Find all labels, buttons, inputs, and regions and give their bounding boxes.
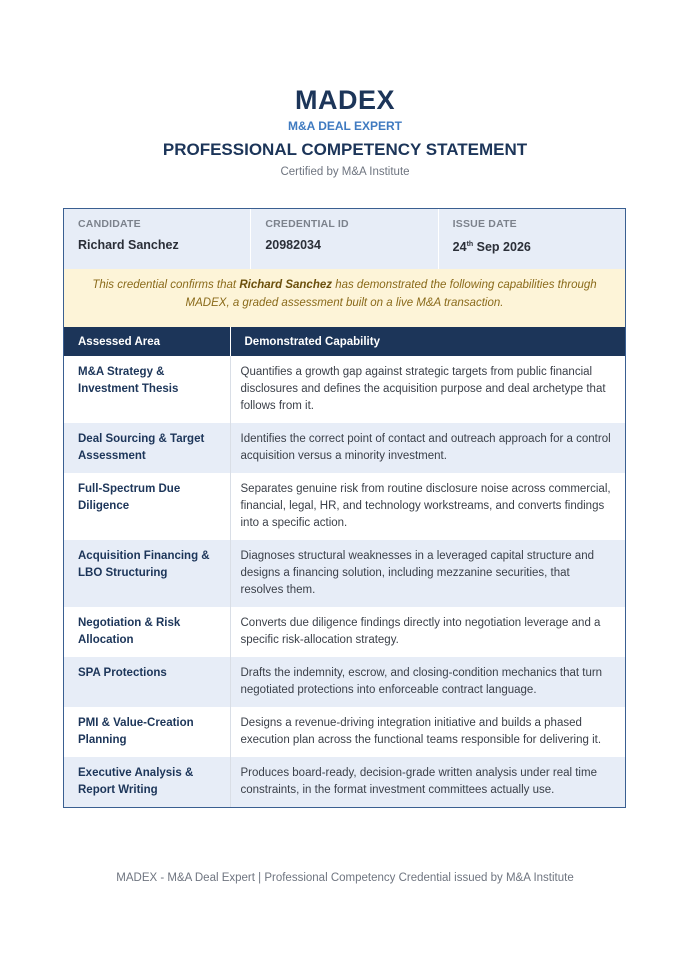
document-header	[0, 0, 690, 179]
table-row	[64, 423, 625, 473]
demonstrated-capability: Quantifies a growth gap against strategic targets from public financial disclosures and defines the acquisition purpose and deal archetype that follows from it.	[230, 356, 625, 423]
assessed-area: SPA Protections	[64, 657, 230, 707]
notice-text-after: has demonstrated the following capabilities through MADEX, a graded assessment built on a live M&A transaction.	[185, 279, 597, 309]
credential-card	[63, 208, 626, 808]
issue-date-value	[453, 237, 611, 255]
table-row	[64, 540, 625, 607]
table-row	[64, 607, 625, 657]
assessed-area: Negotiation & Risk Allocation	[64, 607, 230, 657]
issue-month-year: Sep 2026	[473, 240, 531, 255]
candidate-cell	[64, 209, 251, 269]
demonstrated-capability: Converts due diligence findings directly into negotiation leverage and a specific risk-allocation strategy.	[230, 607, 625, 657]
assessed-area: Full-Spectrum Due Diligence	[64, 473, 230, 540]
issue-day-suffix: th	[466, 241, 474, 248]
table-row	[64, 657, 625, 707]
brand-title: MADEX	[294, 85, 395, 115]
competency-table	[64, 327, 625, 807]
credential-id-label: CREDENTIAL ID	[265, 218, 349, 230]
table-row	[64, 356, 625, 423]
credential-notice	[64, 269, 625, 327]
table-row	[64, 473, 625, 540]
header-assessed-area: Assessed Area	[64, 327, 230, 356]
demonstrated-capability: Identifies the correct point of contact and outreach approach for a control acquisition versus a minority investment.	[230, 423, 625, 473]
certified-by: Certified by M&A Institute	[280, 166, 410, 178]
brand-subtitle: M&A DEAL EXPERT	[287, 119, 402, 133]
demonstrated-capability: Designs a revenue-driving integration initiative and builds a phased execution plan across the functional teams responsible for delivering it.	[230, 707, 625, 757]
credential-meta	[64, 209, 625, 269]
table-row	[64, 707, 625, 757]
assessed-area: M&A Strategy & Investment Thesis	[64, 356, 230, 423]
credential-id-cell	[251, 209, 438, 269]
table-row	[64, 757, 625, 807]
candidate-label: CANDIDATE	[78, 218, 141, 230]
credential-id-value: 20982034	[265, 238, 321, 252]
table-header-row	[64, 327, 625, 356]
assessed-area: PMI & Value-Creation Planning	[64, 707, 230, 757]
notice-candidate-name: Richard Sanchez	[239, 279, 332, 291]
demonstrated-capability: Diagnoses structural weaknesses in a leveraged capital structure and designs a financing solution, including mezzanine securities, that resolves them.	[230, 540, 625, 607]
issue-day: 24	[452, 240, 467, 255]
demonstrated-capability: Drafts the indemnity, escrow, and closing-condition mechanics that turn negotiated protections into enforceable contract language.	[230, 657, 625, 707]
header-demonstrated-capability: Demonstrated Capability	[230, 327, 625, 356]
demonstrated-capability: Separates genuine risk from routine disclosure noise across commercial, financial, legal, HR, and technology workstreams, and converts findings into a specific action.	[230, 473, 625, 540]
candidate-value: Richard Sanchez	[78, 238, 179, 252]
issue-date-label: ISSUE DATE	[452, 218, 517, 230]
assessed-area: Acquisition Financing & LBO Structuring	[64, 540, 230, 607]
assessed-area: Executive Analysis & Report Writing	[64, 757, 230, 807]
document-title: PROFESSIONAL COMPETENCY STATEMENT	[162, 140, 528, 159]
assessed-area: Deal Sourcing & Target Assessment	[64, 423, 230, 473]
issue-date-cell	[439, 209, 625, 269]
document-footer: MADEX - M&A Deal Expert | Professional Competency Credential issued by M&A Institute	[116, 872, 574, 884]
notice-text-before: This credential confirms that	[92, 279, 240, 291]
demonstrated-capability: Produces board-ready, decision-grade written analysis under real time constraints, in the format investment committees actually use.	[230, 757, 625, 807]
